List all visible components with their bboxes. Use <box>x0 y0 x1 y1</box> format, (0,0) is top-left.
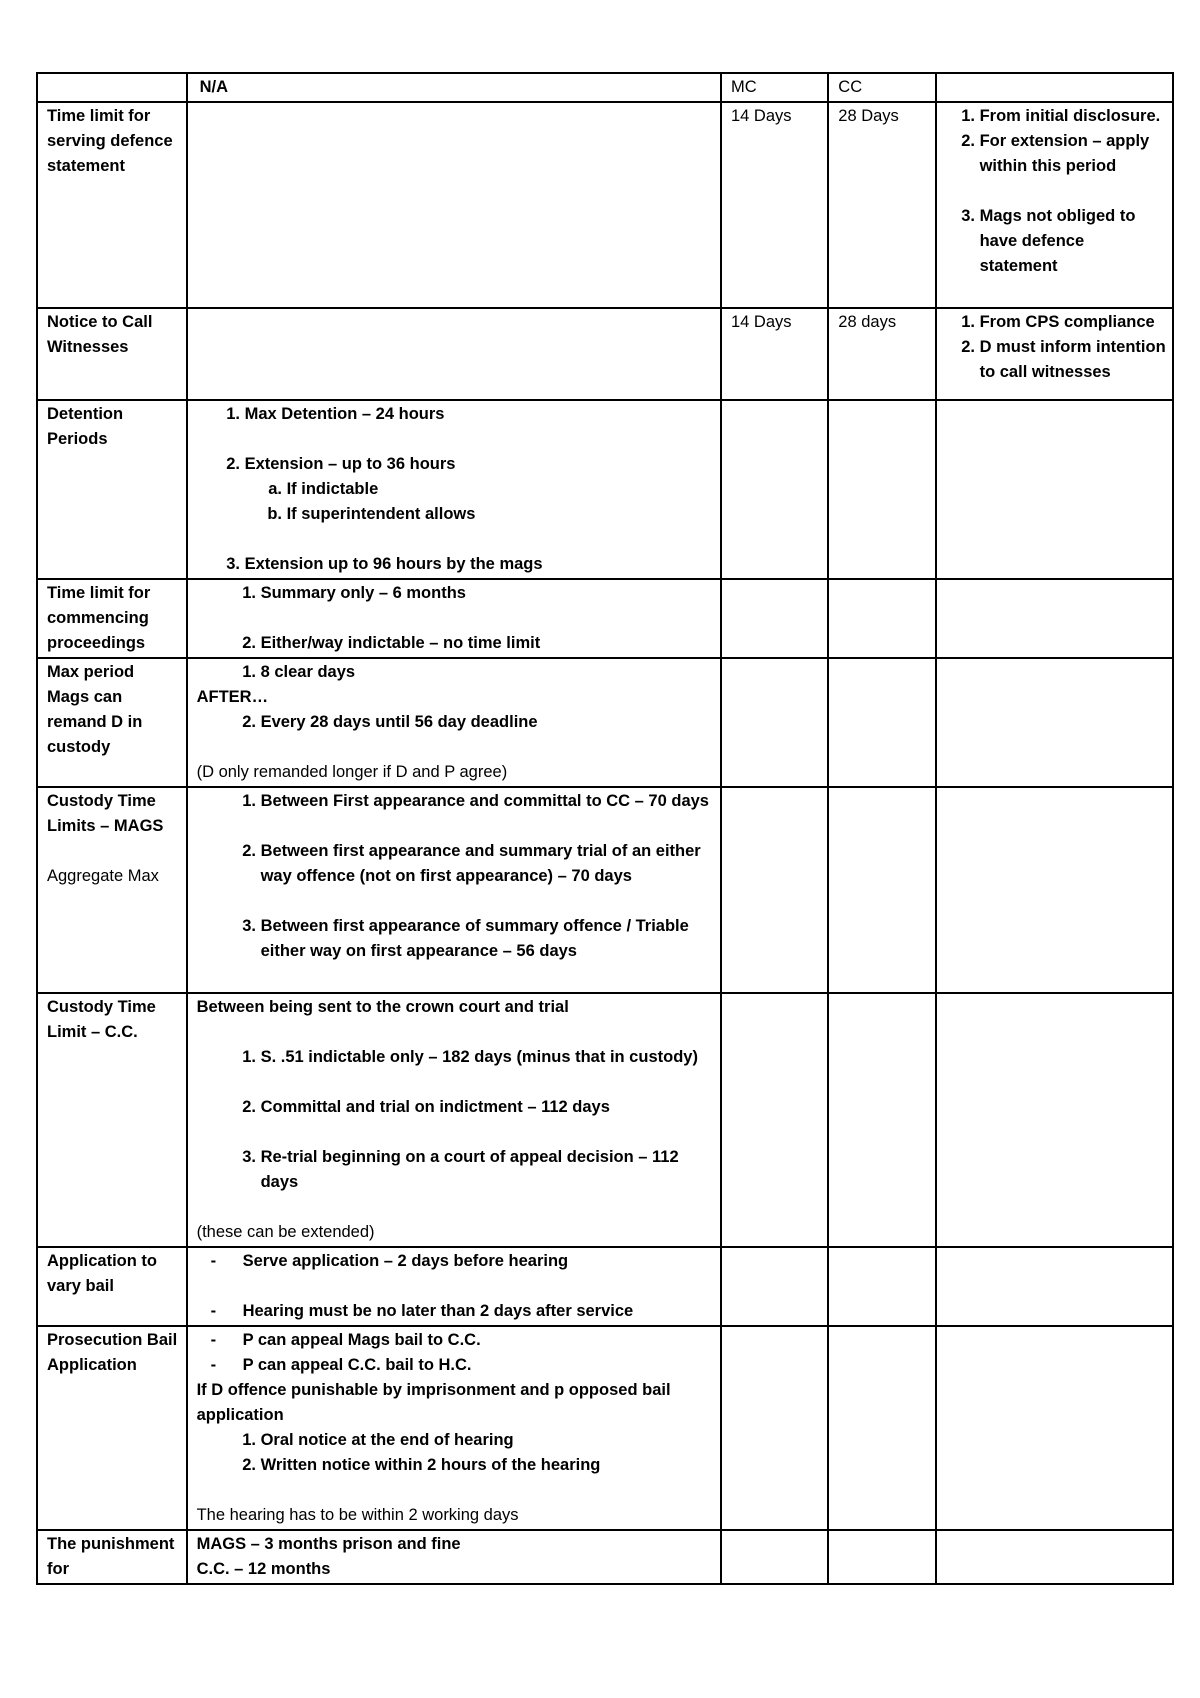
mc-cell <box>721 579 828 658</box>
numbered-list <box>197 1045 714 1195</box>
row-label: Detention Periods <box>37 400 187 579</box>
cc-cell: 28 Days <box>828 102 935 308</box>
list-item: 3. Extension up to 96 hours by the mags <box>245 552 714 577</box>
mc-cell <box>721 1326 828 1530</box>
row-label: Time limit for commencing proceedings <box>37 579 187 658</box>
na-cell <box>187 308 721 400</box>
na-cell <box>187 993 721 1247</box>
cc-cell: 28 days <box>828 308 935 400</box>
row-label-text: Custody Time Limits – MAGS <box>47 792 164 835</box>
notes-cell <box>936 787 1173 993</box>
notes-cell <box>936 400 1173 579</box>
punishment-line: C.C. – 12 months <box>196 1560 331 1578</box>
row-label: Max period Mags can remand D in custody <box>37 658 187 787</box>
numbered-list <box>197 660 714 685</box>
mc-cell: 14 Days <box>721 308 828 400</box>
row-label: The punishment for <box>37 1530 187 1584</box>
spacer <box>47 839 180 864</box>
list-item: 1. S. .51 indictable only – 182 days (minus that in custody) <box>261 1045 714 1070</box>
header-cell-notes <box>936 73 1173 102</box>
ctl-note: (these can be extended) <box>196 1223 375 1241</box>
notes-cell <box>936 1326 1173 1530</box>
mc-cell <box>721 658 828 787</box>
mc-cell: 14 Days <box>721 102 828 308</box>
row-label: Application to vary bail <box>37 1247 187 1326</box>
table-row <box>37 993 1173 1247</box>
table-row <box>37 579 1173 658</box>
notes-cell <box>936 1530 1173 1584</box>
list-item: 1. Oral notice at the end of hearing <box>261 1428 714 1453</box>
cc-cell <box>828 1247 935 1326</box>
row-label: Time limit for serving defence statement <box>37 102 187 308</box>
bail-condition: If D offence punishable by imprisonment and p opposed bail application <box>196 1381 671 1424</box>
list-item: 3. Between first appearance of summary offence / Triable either way on first appearance – 56 days <box>261 914 714 964</box>
table-row <box>37 308 1173 400</box>
na-cell <box>187 1530 721 1584</box>
bail-note: The hearing has to be within 2 working days <box>196 1506 519 1524</box>
mc-cell <box>721 1530 828 1584</box>
row-label: Custody Time Limit – C.C. <box>37 993 187 1247</box>
na-cell <box>187 579 721 658</box>
table-row <box>37 1530 1173 1584</box>
mc-cell <box>721 787 828 993</box>
list-item: 2. Every 28 days until 56 day deadline <box>261 710 714 735</box>
numbered-list <box>197 1428 714 1478</box>
numbered-list <box>197 402 714 577</box>
list-item: 1. Between First appearance and committal to CC – 70 days <box>261 789 714 814</box>
list-item: 1. 8 clear days <box>261 660 714 685</box>
list-item: - Hearing must be no later than 2 days after service <box>243 1299 714 1324</box>
cc-cell <box>828 579 935 658</box>
table-row <box>37 1247 1173 1326</box>
table-row <box>37 787 1173 993</box>
na-cell <box>187 102 721 308</box>
mc-cell <box>721 1247 828 1326</box>
after-label: AFTER… <box>196 688 269 706</box>
notes-list <box>946 310 1166 385</box>
spacer <box>197 735 714 760</box>
timelimits-table <box>36 72 1174 1585</box>
mc-cell <box>721 993 828 1247</box>
sub-item: a. If indictable <box>287 477 714 502</box>
numbered-list <box>197 581 714 656</box>
list-item: 2. Committal and trial on indictment – 112 days <box>261 1095 714 1120</box>
row-label: Notice to Call Witnesses <box>37 308 187 400</box>
spacer <box>197 1195 714 1220</box>
header-cell-blank <box>37 73 187 102</box>
table-row <box>37 658 1173 787</box>
table-row <box>37 400 1173 579</box>
table-row <box>37 1326 1173 1530</box>
na-cell <box>187 400 721 579</box>
na-cell <box>187 787 721 993</box>
spacer <box>197 1478 714 1503</box>
row-label <box>37 787 187 993</box>
list-item-text: Extension – up to 36 hours <box>244 455 456 473</box>
notes-cell <box>936 579 1173 658</box>
numbered-list <box>197 710 714 735</box>
punishment-line: MAGS – 3 months prison and fine <box>196 1535 461 1553</box>
notes-cell <box>936 658 1173 787</box>
numbered-list <box>197 789 714 964</box>
notes-cell <box>936 308 1173 400</box>
list-item: - Serve application – 2 days before hearing <box>243 1249 714 1274</box>
list-item: 2. Written notice within 2 hours of the hearing <box>261 1453 714 1478</box>
mc-cell <box>721 400 828 579</box>
notes-cell <box>936 102 1173 308</box>
header-row <box>37 73 1173 102</box>
list-item: 2. Either/way indictable – no time limit <box>261 631 714 656</box>
notes-cell <box>936 993 1173 1247</box>
header-mc: MC <box>721 73 828 102</box>
list-item: 2. D must inform intention to call witnesses <box>980 335 1166 385</box>
row-label: Prosecution Bail Application <box>37 1326 187 1530</box>
list-item: 1. From initial disclosure. <box>980 104 1166 129</box>
list-item: 3. Mags not obliged to have defence statement <box>980 204 1166 279</box>
sub-list <box>245 477 714 527</box>
list-item <box>245 452 714 527</box>
cc-cell <box>828 400 935 579</box>
remand-note: (D only remanded longer if D and P agree) <box>196 763 508 781</box>
na-cell <box>187 1326 721 1530</box>
list-item: 1. From CPS compliance <box>980 310 1166 335</box>
notes-cell <box>936 1247 1173 1326</box>
list-item: - P can appeal Mags bail to C.C. <box>243 1328 714 1353</box>
list-item: 3. Re-trial beginning on a court of appeal decision – 112 days <box>261 1145 714 1195</box>
header-na: N/A <box>187 73 721 102</box>
row-sublabel: Aggregate Max <box>47 867 159 885</box>
list-item: 2. For extension – apply within this period <box>980 129 1166 179</box>
ctl-intro: Between being sent to the crown court and trial <box>196 998 569 1016</box>
header-cc: CC <box>828 73 935 102</box>
list-item: 2. Between first appearance and summary trial of an either way offence (not on first appearance) – 70 days <box>261 839 714 889</box>
sub-item: b. If superintendent allows <box>287 502 714 527</box>
cc-cell <box>828 658 935 787</box>
table-row <box>37 102 1173 308</box>
list-item: - P can appeal C.C. bail to H.C. <box>243 1353 714 1378</box>
na-cell <box>187 658 721 787</box>
dash-list <box>197 1249 714 1324</box>
cc-cell <box>828 993 935 1247</box>
cc-cell <box>828 787 935 993</box>
dash-list <box>197 1328 714 1378</box>
list-item: 1. Max Detention – 24 hours <box>245 402 714 427</box>
na-cell <box>187 1247 721 1326</box>
notes-list <box>946 104 1166 279</box>
list-item: 1. Summary only – 6 months <box>261 581 714 606</box>
cc-cell <box>828 1530 935 1584</box>
cc-cell <box>828 1326 935 1530</box>
